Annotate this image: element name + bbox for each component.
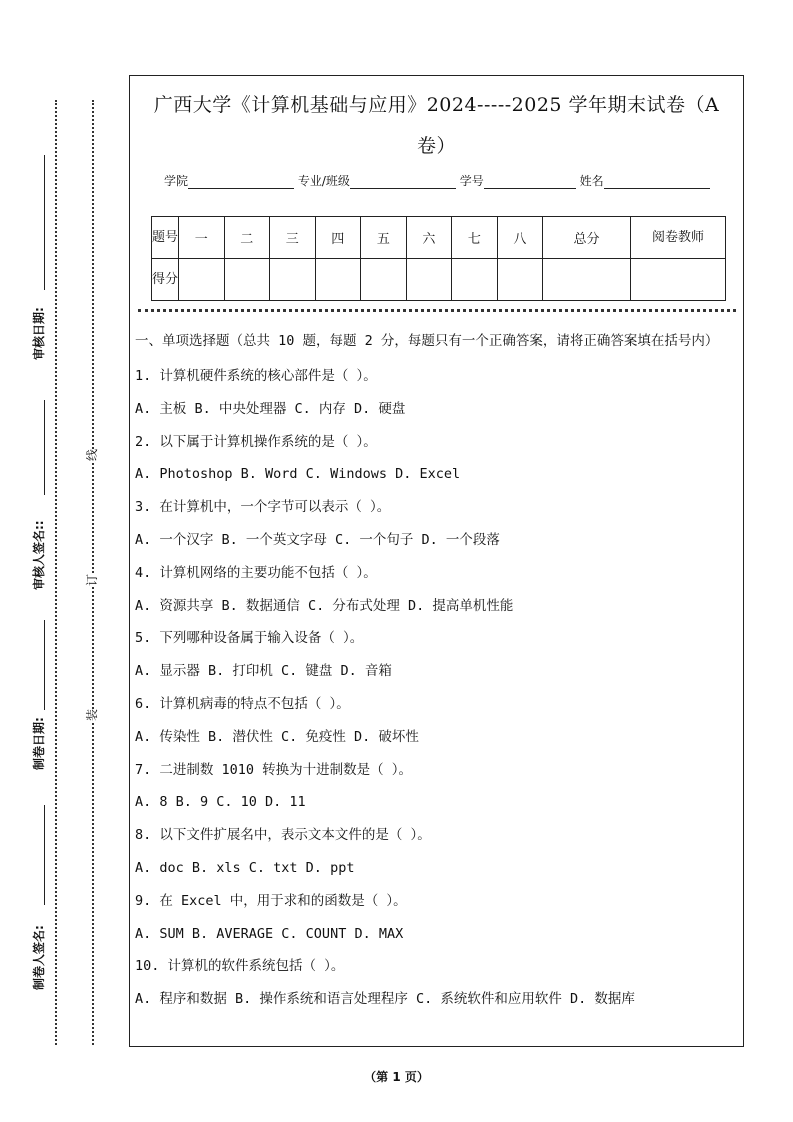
reviewer-sign-label: 审核人签名::	[32, 520, 46, 590]
exam-frame	[129, 75, 744, 1047]
dotted-separator	[138, 309, 736, 312]
reviewer-col-header: 阅卷教师	[631, 217, 726, 259]
question-3: 3. 在计算机中，一个字节可以表示（ ）。	[135, 499, 391, 516]
reviewer-sign-blank	[44, 400, 45, 495]
score-cell[interactable]	[406, 259, 452, 301]
question-list	[135, 360, 740, 1016]
question-1: 1. 计算机硬件系统的核心部件是（ ）。	[135, 368, 377, 384]
score-col-8: 八	[497, 217, 543, 259]
section-1-title: 一、单项选择题（总共 10 题，每题 2 分，每题只有一个正确答案，请将正确答案填在括号内）	[135, 333, 719, 349]
question-2: 2. 以下属于计算机操作系统的是（ ）。	[135, 433, 377, 450]
maker-sign-blank	[44, 805, 45, 905]
question-10: 10. 计算机的软件系统包括（ ）。	[135, 958, 345, 975]
exam-title-line1: 广西大学《计算机基础与应用》2024-----2025 学年期末试卷（A	[153, 94, 720, 116]
score-col-6: 六	[406, 217, 452, 259]
student-no-field[interactable]	[484, 176, 576, 189]
review-date-blank	[44, 155, 45, 290]
question-no-header: 题号	[152, 217, 179, 259]
question-7: 7. 二进制数 1010 转换为十进制数是（ ）。	[135, 761, 413, 778]
score-col-4: 四	[315, 217, 361, 259]
score-cell-total[interactable]	[543, 259, 631, 301]
question-6-options: A. 传染性 B. 潜伏性 C. 免疫性 D. 破坏性	[135, 728, 419, 745]
score-cell[interactable]	[315, 259, 361, 301]
score-col-7: 七	[452, 217, 498, 259]
cut-line-char-ding: 订	[85, 573, 100, 587]
question-8-options: A. doc B. xls C. txt D. ppt	[135, 859, 355, 876]
major-class-field[interactable]	[350, 176, 456, 189]
review-date-label: 审核日期:	[32, 307, 46, 360]
score-col-3: 三	[270, 217, 316, 259]
score-row-header: 得分	[152, 259, 179, 301]
question-9-options: A. SUM B. AVERAGE C. COUNT D. MAX	[135, 925, 404, 942]
score-cell[interactable]	[361, 259, 407, 301]
score-table	[151, 216, 726, 301]
college-label: 学院	[164, 174, 189, 188]
cut-line-char-zhuang: 装	[85, 708, 100, 722]
binding-dotted-line-inner	[92, 100, 94, 1045]
question-4: 4. 计算机网络的主要功能不包括（ ）。	[135, 564, 377, 581]
score-cell[interactable]	[270, 259, 316, 301]
score-col-2: 二	[224, 217, 270, 259]
score-col-total: 总分	[543, 217, 631, 259]
question-3-options: A. 一个汉字 B. 一个英文字母 C. 一个句子 D. 一个段落	[135, 531, 500, 548]
page-number: （第 1 页）	[364, 1070, 429, 1084]
cut-line-char-xian: 线	[85, 448, 100, 462]
score-cell[interactable]	[179, 259, 225, 301]
maker-sign-label: 制卷人签名:	[32, 925, 46, 990]
reviewer-cell[interactable]	[631, 259, 726, 301]
make-date-blank	[44, 620, 45, 710]
student-info-row	[164, 172, 710, 189]
name-label: 姓名	[579, 174, 604, 188]
question-6: 6. 计算机病毒的特点不包括（ ）。	[135, 695, 350, 712]
major-class-label: 专业/班级	[297, 174, 350, 188]
score-table-score-row	[152, 259, 726, 301]
question-5: 5. 下列哪种设备属于输入设备（ ）。	[135, 630, 364, 647]
question-9: 9. 在 Excel 中，用于求和的函数是（ ）。	[135, 892, 407, 909]
score-col-1: 一	[179, 217, 225, 259]
exam-title-line2: 卷）	[416, 135, 456, 157]
question-10-options: A. 程序和数据 B. 操作系统和语言处理程序 C. 系统软件和应用软件 D. 数据库	[135, 991, 635, 1008]
section-1	[135, 330, 740, 1016]
score-table-header-row	[152, 217, 726, 259]
name-field[interactable]	[604, 176, 710, 189]
question-2-options: A. Photoshop B. Word C. Windows D. Excel	[135, 466, 461, 483]
question-5-options: A. 显示器 B. 打印机 C. 键盘 D. 音箱	[135, 663, 392, 680]
score-cell[interactable]	[224, 259, 270, 301]
question-4-options: A. 资源共享 B. 数据通信 C. 分布式处理 D. 提高单机性能	[135, 597, 514, 614]
score-cell[interactable]	[497, 259, 543, 301]
binding-dotted-line-outer	[55, 100, 57, 1045]
student-no-label: 学号	[459, 174, 484, 188]
make-date-label: 制卷日期:	[32, 717, 46, 770]
score-cell[interactable]	[452, 259, 498, 301]
college-field[interactable]	[188, 176, 294, 189]
question-8: 8. 以下文件扩展名中，表示文本文件的是（ ）。	[135, 827, 431, 844]
question-1-options: A. 主板 B. 中央处理器 C. 内存 D. 硬盘	[135, 400, 406, 417]
score-col-5: 五	[361, 217, 407, 259]
question-7-options: A. 8 B. 9 C. 10 D. 11	[135, 794, 306, 811]
